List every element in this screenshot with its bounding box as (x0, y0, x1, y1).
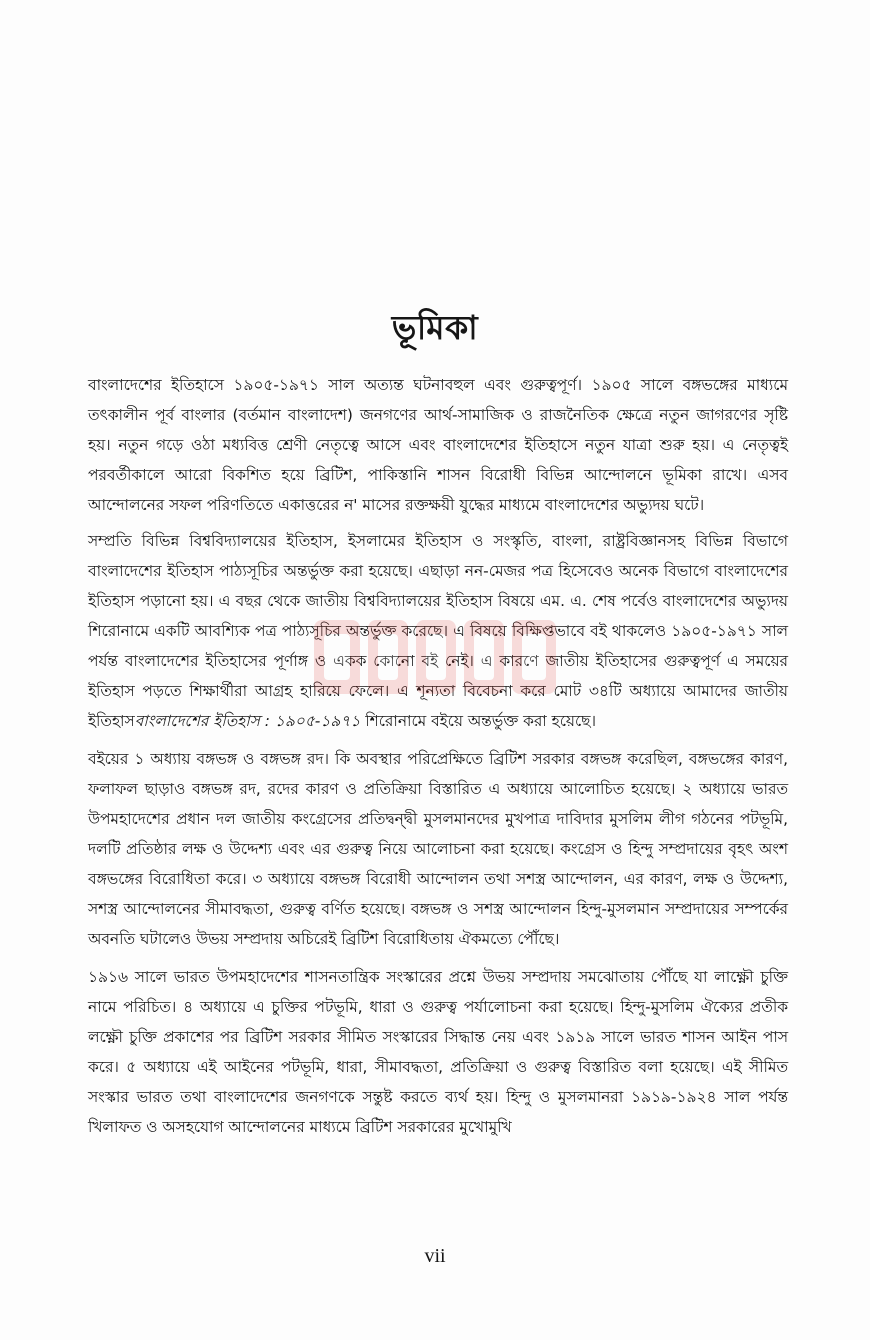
paragraph-4: ১৯১৬ সালে ভারত উপমহাদেশের শাসনতান্ত্রিক সংস্কারের প্রশ্নে উভয় সম্প্রদায় সমঝোতায় পৌঁছে যা লাক্ষ্ণৌ চুক্তি নামে পরিচিত। ৪ অধ্যায়ে এ চুক্তির পটভূমি, ধারা ও গুরুত্ব পর্যালোচনা করা হয়েছে। হিন্দু-মুসলিম ঐক্যের প্রতীক লক্ষ্ণৌ চুক্তি প্রকাশের পর ব্রিটিশ সরকার সীমিত সংস্কারের সিদ্ধান্ত নেয় এবং ১৯১৯ সালে ভারত শাসন আইন পাস করে। ৫ অধ্যায়ে এই আইনের পটভূমি, ধারা, সীমাবদ্ধতা, প্রতিক্রিয়া ও গুরুত্ব বিস্তারিত বলা হয়েছে। এই সীমিত সংস্কার ভারত তথা বাংলাদেশের জনগণকে সন্তুষ্ট করতে ব্যর্থ হয়। হিন্দু ও মুসলমানরা ১৯১৯-১৯২৪ সাল পর্যন্ত খিলাফত ও অসহযোগ আন্দোলনের মাধ্যমে ব্রিটিশ সরকারের মুখোমুখি (88, 968, 788, 1136)
paragraph-1: বাংলাদেশের ইতিহাসে ১৯০৫-১৯৭১ সাল অত্যন্ত ঘটনাবহুল এবং গুরুত্বপূর্ণ। ১৯০৫ সালে বঙ্গভঙ্গের মাধ্যমে তৎকালীন পূর্ব বাংলার (বর্তমান বাংলাদেশ) জনগণের আর্থ-সামাজিক ও রাজনৈতিক ক্ষেত্রে নতুন জাগরণের সৃষ্টি হয়। নতুন গড়ে ওঠা মধ্যবিত্ত শ্রেণী নেতৃত্বে আসে এবং বাংলাদেশের ইতিহাসে নতুন যাত্রা শুরু হয়। এ নেতৃত্বই পরবর্তীকালে আরো বিকশিত হয়ে ব্রিটিশ, পাকিস্তানি শাসন বিরোধী বিভিন্ন আন্দোলনে ভূমিকা রাখে। এসব আন্দোলনের সফল পরিণতিতে একাত্তরের ন' মাসের রক্তক্ষয়ী যুদ্ধের মাধ্যমে বাংলাদেশের অভ্যুদয় ঘটে। (88, 376, 788, 514)
paragraph-2-text: সম্প্রতি বিভিন্ন বিশ্ববিদ্যালয়ের ইতিহাস, ইসলামের ইতিহাস ও সংস্কৃতি, বাংলা, রাষ্ট্রবিজ্ঞানসহ বিভিন্ন বিভাগে বাংলাদেশের ইতিহাস পাঠ্যসূচির অন্তর্ভুক্ত করা হয়েছে। এছাড়া নন-মেজর পত্র হিসেবেও অনেক বিভাগে বাংলাদেশের ইতিহাস পড়ানো হয়। এ বছর থেকে জাতীয় বিশ্ববিদ্যালয়ের ইতিহাস বিষয়ে এম. এ. শেষ পর্বেও বাংলাদেশের অভ্যুদয় শিরোনামে একটি আবশ্যিক পত্র পাঠ্যসূচির অন্তর্ভুক্ত করেছে। এ বিষয়ে বিক্ষিপ্তভাবে বই থাকলেও ১৯০৫-১৯৭১ সাল পর্যন্ত বাংলাদেশের ইতিহাসের পূর্ণাঙ্গ ও একক কোনো বই নেই। এ কারণে জাতীয় ইতিহাসের গুরুত্বপূর্ণ এ সময়ের ইতিহাস পড়তে শিক্ষার্থীরা আগ্রহ হারিয়ে ফেলে। এ শূন্যতা বিবেচনা করে মোট ৩৪টি অধ্যায়ে আমাদের জাতীয় ইতিহাস (88, 532, 788, 730)
book-title-italic: বাংলাদেশের ইতিহাস : ১৯০৫-১৯৭১ (134, 712, 361, 730)
paragraph-2 (88, 526, 788, 736)
preface-body (88, 370, 788, 1150)
page-number: vii (424, 1245, 446, 1267)
paragraph-2-tail: শিরোনামে বইয়ে অন্তর্ভুক্ত করা হয়েছে। (360, 712, 597, 730)
page-title: ভূমিকা (391, 308, 479, 347)
paragraph-3: বইয়ের ১ অধ্যায় বঙ্গভঙ্গ ও বঙ্গভঙ্গ রদ। কি অবস্থার পরিপ্রেক্ষিতে ব্রিটিশ সরকার বঙ্গভঙ্গ করেছিল, বঙ্গভঙ্গের কারণ, ফলাফল ছাড়াও বঙ্গভঙ্গ রদ, রদের কারণ ও প্রতিক্রিয়া বিস্তারিত এ অধ্যায়ে আলোচিত হয়েছে। ২ অধ্যায়ে ভারত উপমহাদেশের প্রধান দল জাতীয় কংগ্রেসের প্রতিদ্বন্দ্বী মুসলমানদের মুখপাত্র দাবিদার মুসলিম লীগ গঠনের পটভূমি, দলটি প্রতিষ্ঠার লক্ষ ও উদ্দেশ্য এবং এর গুরুত্ব নিয়ে আলোচনা করা হয়েছে। কংগ্রেস ও হিন্দু সম্প্রদায়ের বৃহৎ অংশ বঙ্গভঙ্গের বিরোধিতা করে। ৩ অধ্যায়ে বঙ্গভঙ্গ বিরোধী আন্দোলন তথা সশস্ত্র আন্দোলন, এর কারণ, লক্ষ ও উদ্দেশ্য, সশস্ত্র আন্দোলনের সীমাবদ্ধতা, গুরুত্ব বর্ণিত হয়েছে। বঙ্গভঙ্গ ও সশস্ত্র আন্দোলন হিন্দু-মুসলমান সম্প্রদায়ের সম্পর্কের অবনতি ঘটালেও উভয় সম্প্রদায় অচিরেই ব্রিটিশ বিরোধিতায় ঐকমত্যে পৌঁছে। (88, 750, 788, 948)
